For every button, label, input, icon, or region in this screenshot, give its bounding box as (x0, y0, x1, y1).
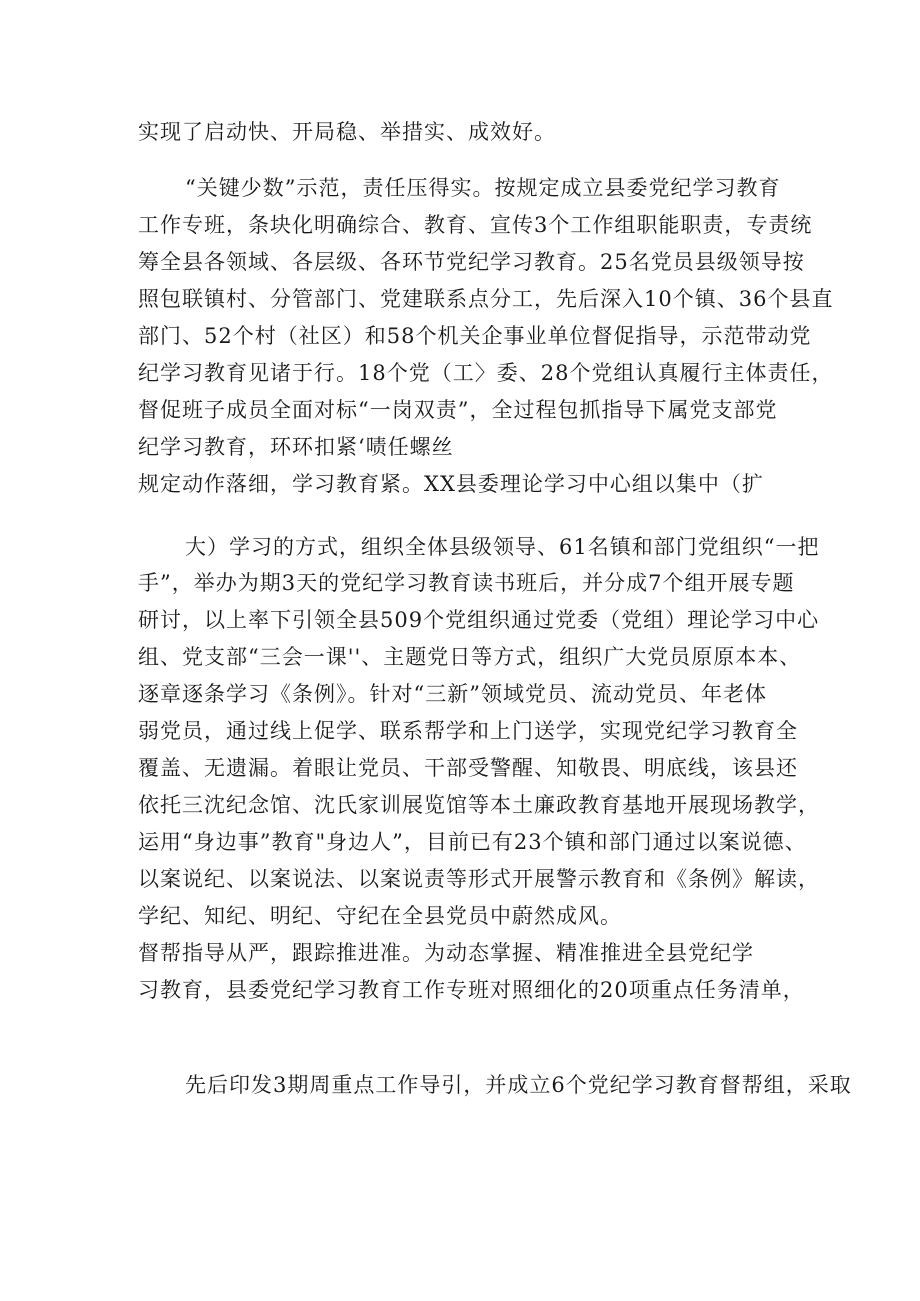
text-line: 覆盖、无遗漏。着眼让党员、干部受警醒、知敬畏、明底线，该县还 (138, 756, 798, 780)
text-line: 筹全县各领域、各层级、各环节党纪学习教育。25名党员县级领导按 (138, 250, 805, 274)
text-line: 规定动作落细，学习教育紧。XX县委理论学习中心组以集中（扩 (138, 472, 764, 496)
text-line: 实现了启动快、开局稳、举措实、成效好。 (138, 120, 556, 144)
paragraph-start-line: “关键少数”示范，责任压得实。按规定成立县委党纪学习教育 (185, 176, 781, 200)
text-line: 研讨，以上率下引领全县509个党组织通过党委（党组）理论学习中心 (138, 608, 820, 632)
text-line: 督帮指导从严，跟踪推进准。为动态掌握、精准推进全县党纪学 (138, 941, 754, 965)
text-line: 依托三沈纪念馆、沈氏家训展览馆等本土廉政教育基地开展现场教学， (138, 793, 820, 817)
text-line: 逐章逐条学习《条例》。针对“三新”领域党员、流动党员、年老体 (138, 682, 767, 706)
text-line: 纪学习教育见诸于行。18个党（工〉委、28个党组认真履行主体责任， (138, 361, 834, 385)
paragraph-start-line: 先后印发3期周重点工作导引，并成立6个党纪学习教育督帮组，采取 (185, 1073, 852, 1097)
text-line: 工作专班，条块化明确综合、教育、宣传3个工作组职能职责，专责统 (138, 213, 813, 237)
text-line: 组、党支部“三会一课''、主题党日等方式，组织广大党员原原本本、 (138, 645, 802, 669)
text-line: 照包联镇村、分管部门、党建联系点分工，先后深入10个镇、36个县直 (138, 287, 834, 311)
text-line: 运用“身边事”教育"身边人”，目前已有23个镇和部门通过以案说德、 (138, 830, 807, 854)
text-line: 以案说纪、以案说法、以案说责等形式开展警示教育和《条例》解读， (138, 867, 820, 891)
text-line: 习教育，县委党纪学习教育工作专班对照细化的20项重点任务清单， (138, 978, 805, 1002)
text-line: 督促班子成员全面对标“一岗双责”，全过程包抓指导下属党支部党 (138, 398, 778, 422)
text-line: 弱党员，通过线上促学、联系帮学和上门送学，实现党纪学习教育全 (138, 719, 798, 743)
text-line: 手”，举办为期3天的党纪学习教育读书班后，并分成7个组开展专题 (138, 571, 795, 595)
text-line: 纪学习教育，环环扣紧‘啧任螺丝 (138, 435, 454, 459)
text-line: 学纪、知纪、明纪、守纪在全县党员中蔚然成风。 (138, 904, 622, 928)
paragraph-start-line: 大）学习的方式，组织全体县级领导、61名镇和部门党组织“一把 (185, 535, 820, 559)
text-line: 部门、52个村（社区）和58个机关企事业单位督促指导，示范带动党 (138, 324, 812, 348)
